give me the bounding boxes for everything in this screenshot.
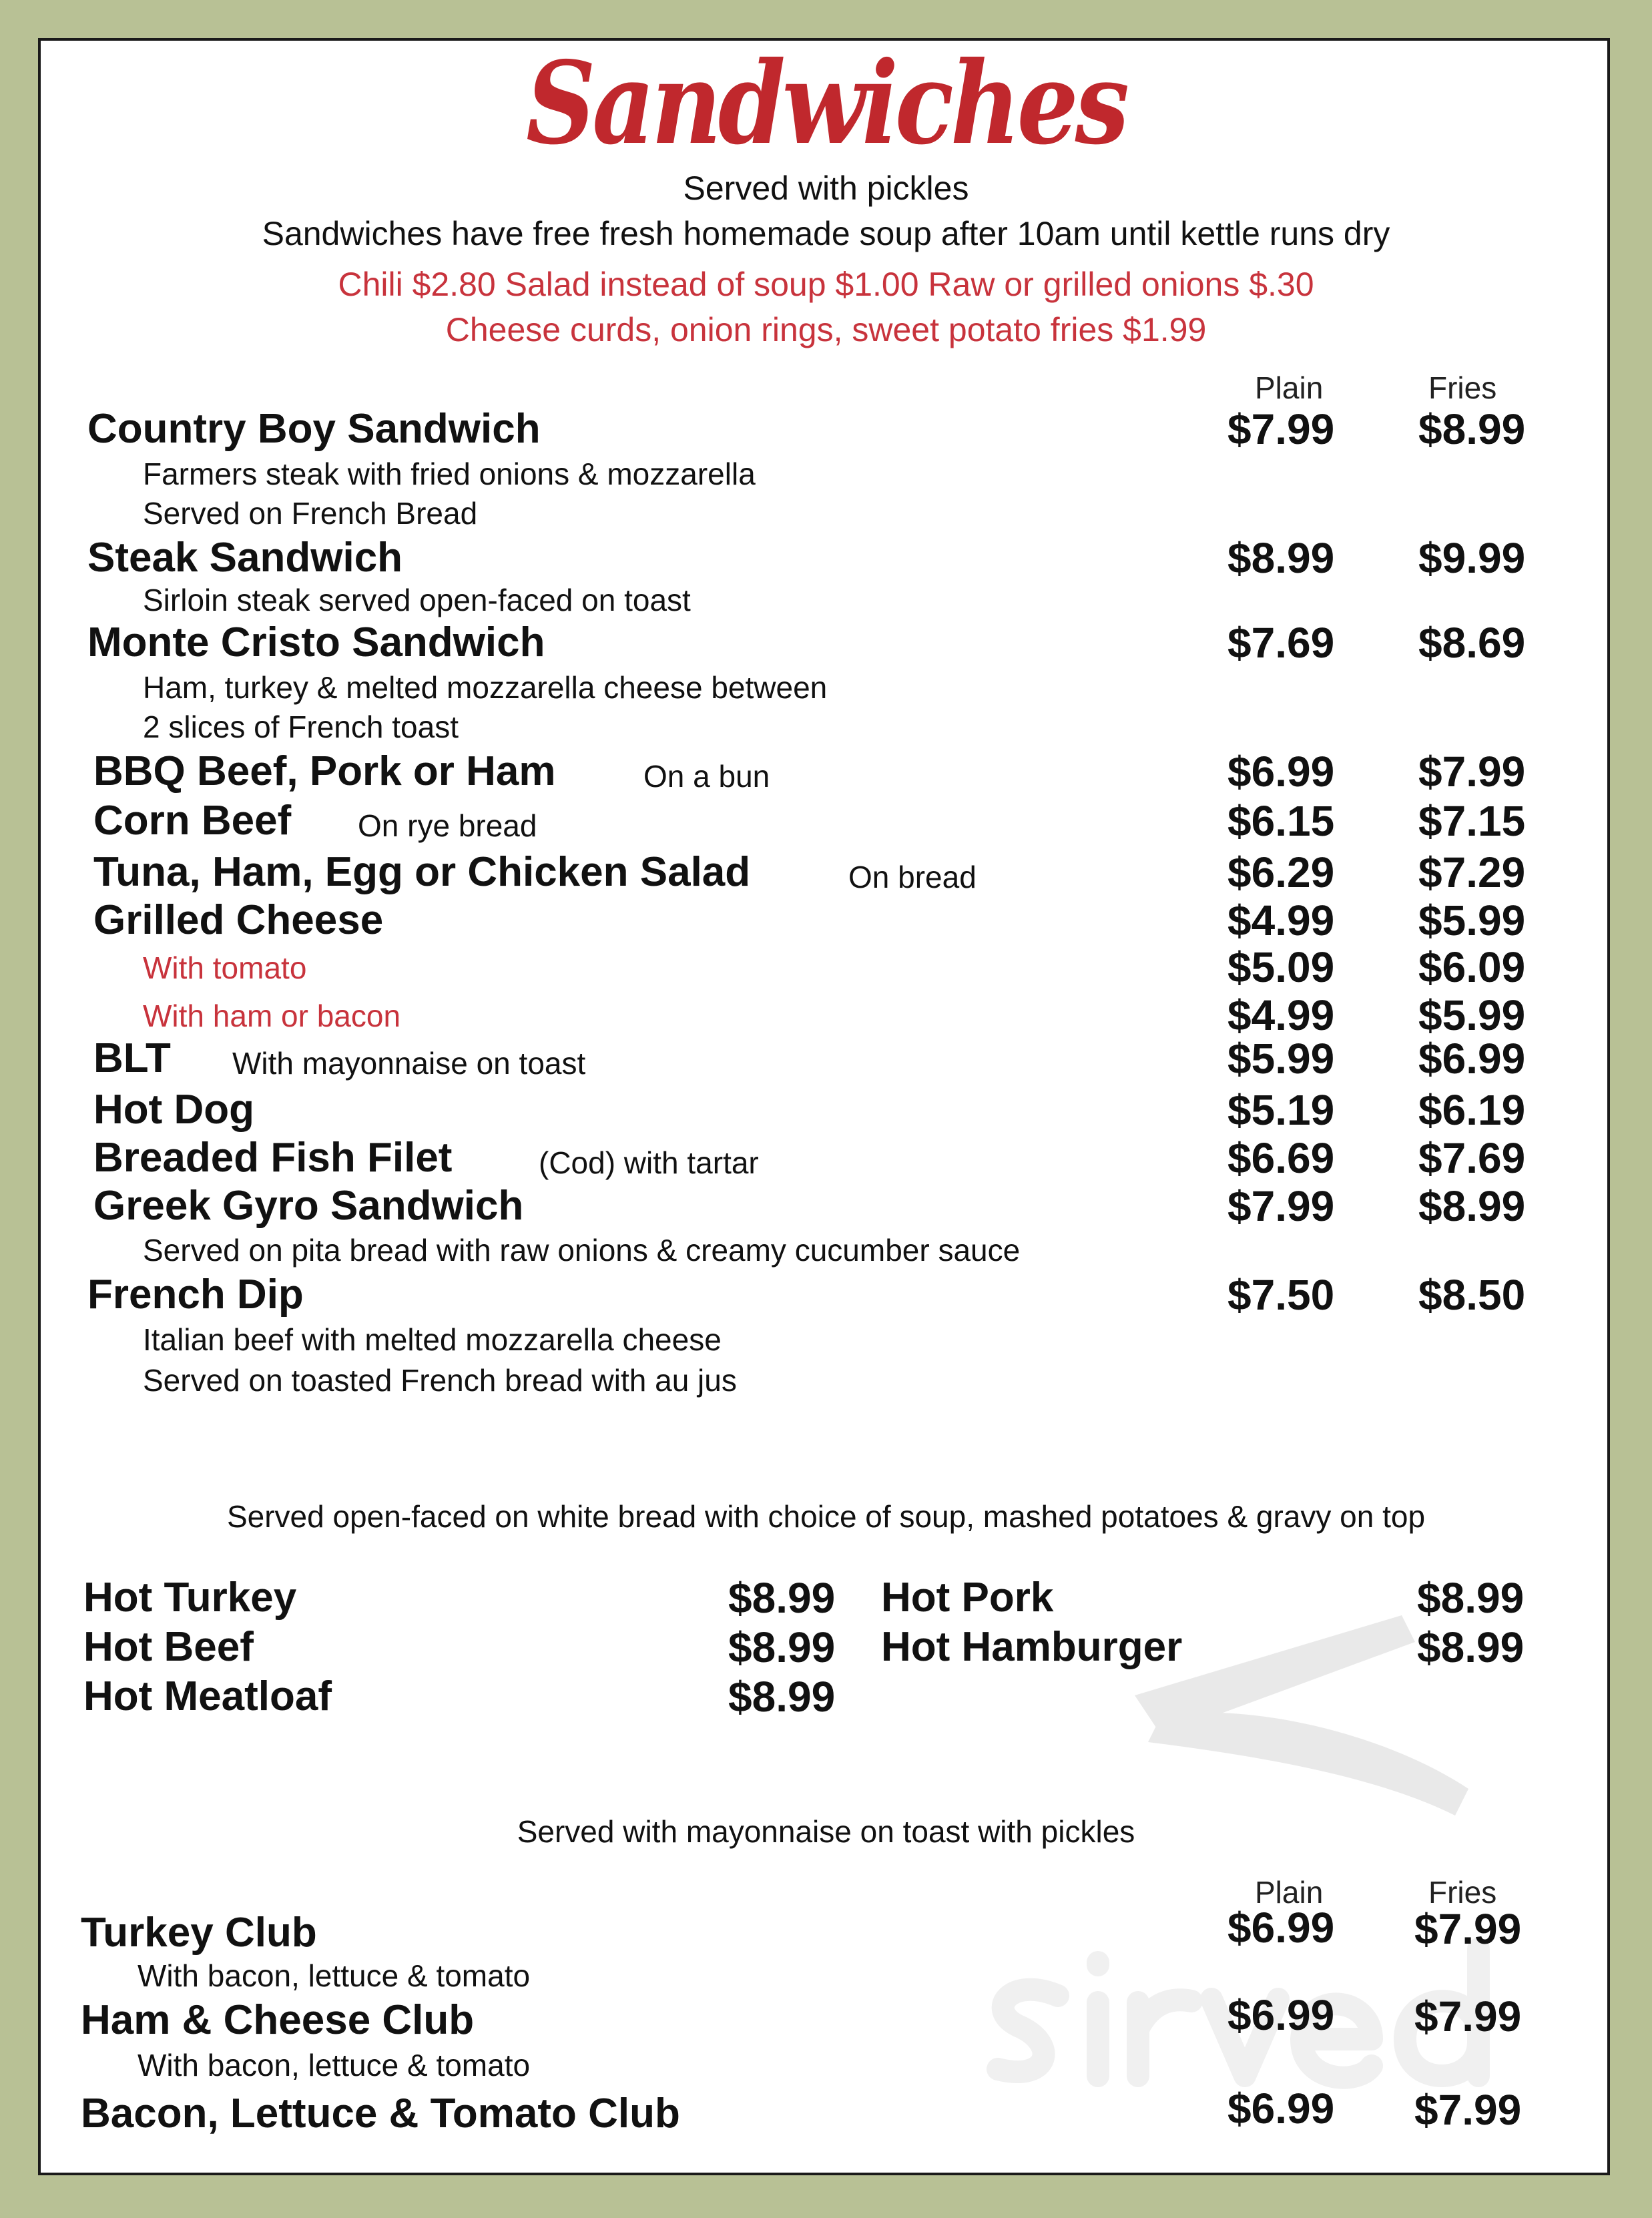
item-name: Country Boy Sandwich	[87, 405, 541, 452]
price-plain: $6.69	[1227, 1133, 1335, 1182]
item-name: French Dip	[87, 1271, 304, 1318]
hot-item-name: Hot Meatloaf	[83, 1673, 332, 1719]
club-price-plain: $6.99	[1227, 1990, 1335, 2039]
price-fries: $8.99	[1418, 1181, 1526, 1230]
price-fries: $6.09	[1418, 942, 1526, 991]
club-item-name: Bacon, Lettuce & Tomato Club	[81, 2090, 680, 2137]
item-description: Ham, turkey & melted mozzarella cheese between	[143, 669, 828, 705]
club-price-fries: $7.99	[1414, 2085, 1522, 2134]
item-description: Sirloin steak served open-faced on toast	[143, 582, 691, 617]
item-name: BLT	[93, 1035, 171, 1081]
item-note: On bread	[848, 859, 977, 894]
price-fries: $8.69	[1418, 618, 1526, 667]
hot-item-price: $8.99	[728, 1672, 836, 1721]
item-note: On rye bread	[358, 808, 537, 843]
item-name: Steak Sandwich	[87, 534, 403, 581]
club-plain-header: Plain	[1255, 1875, 1324, 1910]
item-note: (Cod) with tartar	[539, 1145, 759, 1180]
club-item-name: Turkey Club	[81, 1909, 317, 1956]
price-plain: $5.19	[1227, 1085, 1335, 1134]
item-name: With tomato	[143, 950, 307, 985]
price-fries: $7.15	[1418, 796, 1526, 845]
price-fries: $7.99	[1418, 747, 1526, 796]
club-price-fries: $7.99	[1414, 1904, 1522, 1953]
club-price-plain: $6.99	[1227, 2084, 1335, 2133]
menu-panel	[38, 38, 1610, 2175]
price-plain: $6.99	[1227, 747, 1335, 796]
price-plain: $5.09	[1227, 942, 1335, 991]
item-note: With mayonnaise on toast	[232, 1045, 586, 1081]
club-price-fries: $7.99	[1414, 1992, 1522, 2040]
item-description: 2 slices of French toast	[143, 709, 459, 744]
subtitle: Served with pickles	[683, 170, 969, 207]
hot-item-name: Hot Hamburger	[881, 1623, 1183, 1670]
plain-column-header: Plain	[1255, 370, 1324, 405]
hot-item-name: Hot Beef	[83, 1623, 254, 1670]
price-fries: $5.99	[1418, 991, 1526, 1039]
item-name: Grilled Cheese	[93, 896, 384, 943]
club-price-plain: $6.99	[1227, 1903, 1335, 1952]
club-section-note: Served with mayonnaise on toast with pickles	[517, 1814, 1135, 1849]
price-plain: $7.99	[1227, 1181, 1335, 1230]
extras-line-1: Chili $2.80 Salad instead of soup $1.00 Raw or grilled onions $.30	[338, 266, 1314, 303]
hot-section-note: Served open-faced on white bread with choice of soup, mashed potatoes & gravy on top	[226, 1499, 1426, 1534]
item-description: Farmers steak with fried onions & mozzarella	[143, 456, 756, 491]
item-name: Corn Beef	[93, 797, 292, 844]
club-item-name: Ham & Cheese Club	[81, 1996, 475, 2043]
price-plain: $6.15	[1227, 796, 1335, 845]
price-plain: $4.99	[1227, 896, 1335, 944]
hot-item-name: Hot Turkey	[83, 1574, 297, 1621]
soup-note: Sandwiches have free fresh homemade soup after 10am until kettle runs dry	[262, 215, 1390, 252]
item-name: Tuna, Ham, Egg or Chicken Salad	[93, 848, 751, 895]
hot-item-price: $8.99	[728, 1623, 836, 1671]
item-name: BBQ Beef, Pork or Ham	[93, 748, 556, 794]
club-item-description: With bacon, lettuce & tomato	[137, 1958, 531, 1993]
price-plain: $5.99	[1227, 1034, 1335, 1083]
price-plain: $8.99	[1227, 533, 1335, 582]
price-plain: $7.50	[1227, 1270, 1335, 1319]
item-description: Italian beef with melted mozzarella cheese	[143, 1322, 722, 1357]
item-name: Breaded Fish Filet	[93, 1134, 453, 1181]
price-fries: $6.99	[1418, 1034, 1526, 1083]
hot-item-price: $8.99	[1417, 1573, 1525, 1622]
price-fries: $5.99	[1418, 896, 1526, 944]
page-title: Sandwiches	[526, 37, 1126, 170]
club-fries-header: Fries	[1428, 1875, 1497, 1910]
price-plain: $7.69	[1227, 618, 1335, 667]
item-description: Served on French Bread	[143, 495, 478, 531]
club-item-description: With bacon, lettuce & tomato	[137, 2047, 531, 2083]
price-plain: $7.99	[1227, 404, 1335, 453]
price-fries: $9.99	[1418, 533, 1526, 582]
fries-column-header: Fries	[1428, 370, 1497, 405]
item-name: With ham or bacon	[143, 998, 401, 1033]
hot-item-price: $8.99	[728, 1573, 836, 1622]
hot-item-name: Hot Pork	[881, 1574, 1054, 1621]
item-note: On a bun	[643, 758, 770, 794]
hot-item-price: $8.99	[1417, 1623, 1525, 1671]
price-fries: $8.50	[1418, 1270, 1526, 1319]
price-plain: $6.29	[1227, 848, 1335, 896]
price-fries: $7.29	[1418, 848, 1526, 896]
item-description: Served on pita bread with raw onions & creamy cucumber sauce	[143, 1232, 1021, 1268]
item-name: Greek Gyro Sandwich	[93, 1182, 524, 1229]
price-fries: $7.69	[1418, 1133, 1526, 1182]
price-fries: $8.99	[1418, 404, 1526, 453]
price-plain: $4.99	[1227, 991, 1335, 1039]
item-description: Served on toasted French bread with au jus	[143, 1362, 737, 1398]
price-fries: $6.19	[1418, 1085, 1526, 1134]
item-name: Monte Cristo Sandwich	[87, 619, 545, 665]
item-name: Hot Dog	[93, 1086, 255, 1133]
extras-line-2: Cheese curds, onion rings, sweet potato fries $1.99	[445, 311, 1207, 348]
